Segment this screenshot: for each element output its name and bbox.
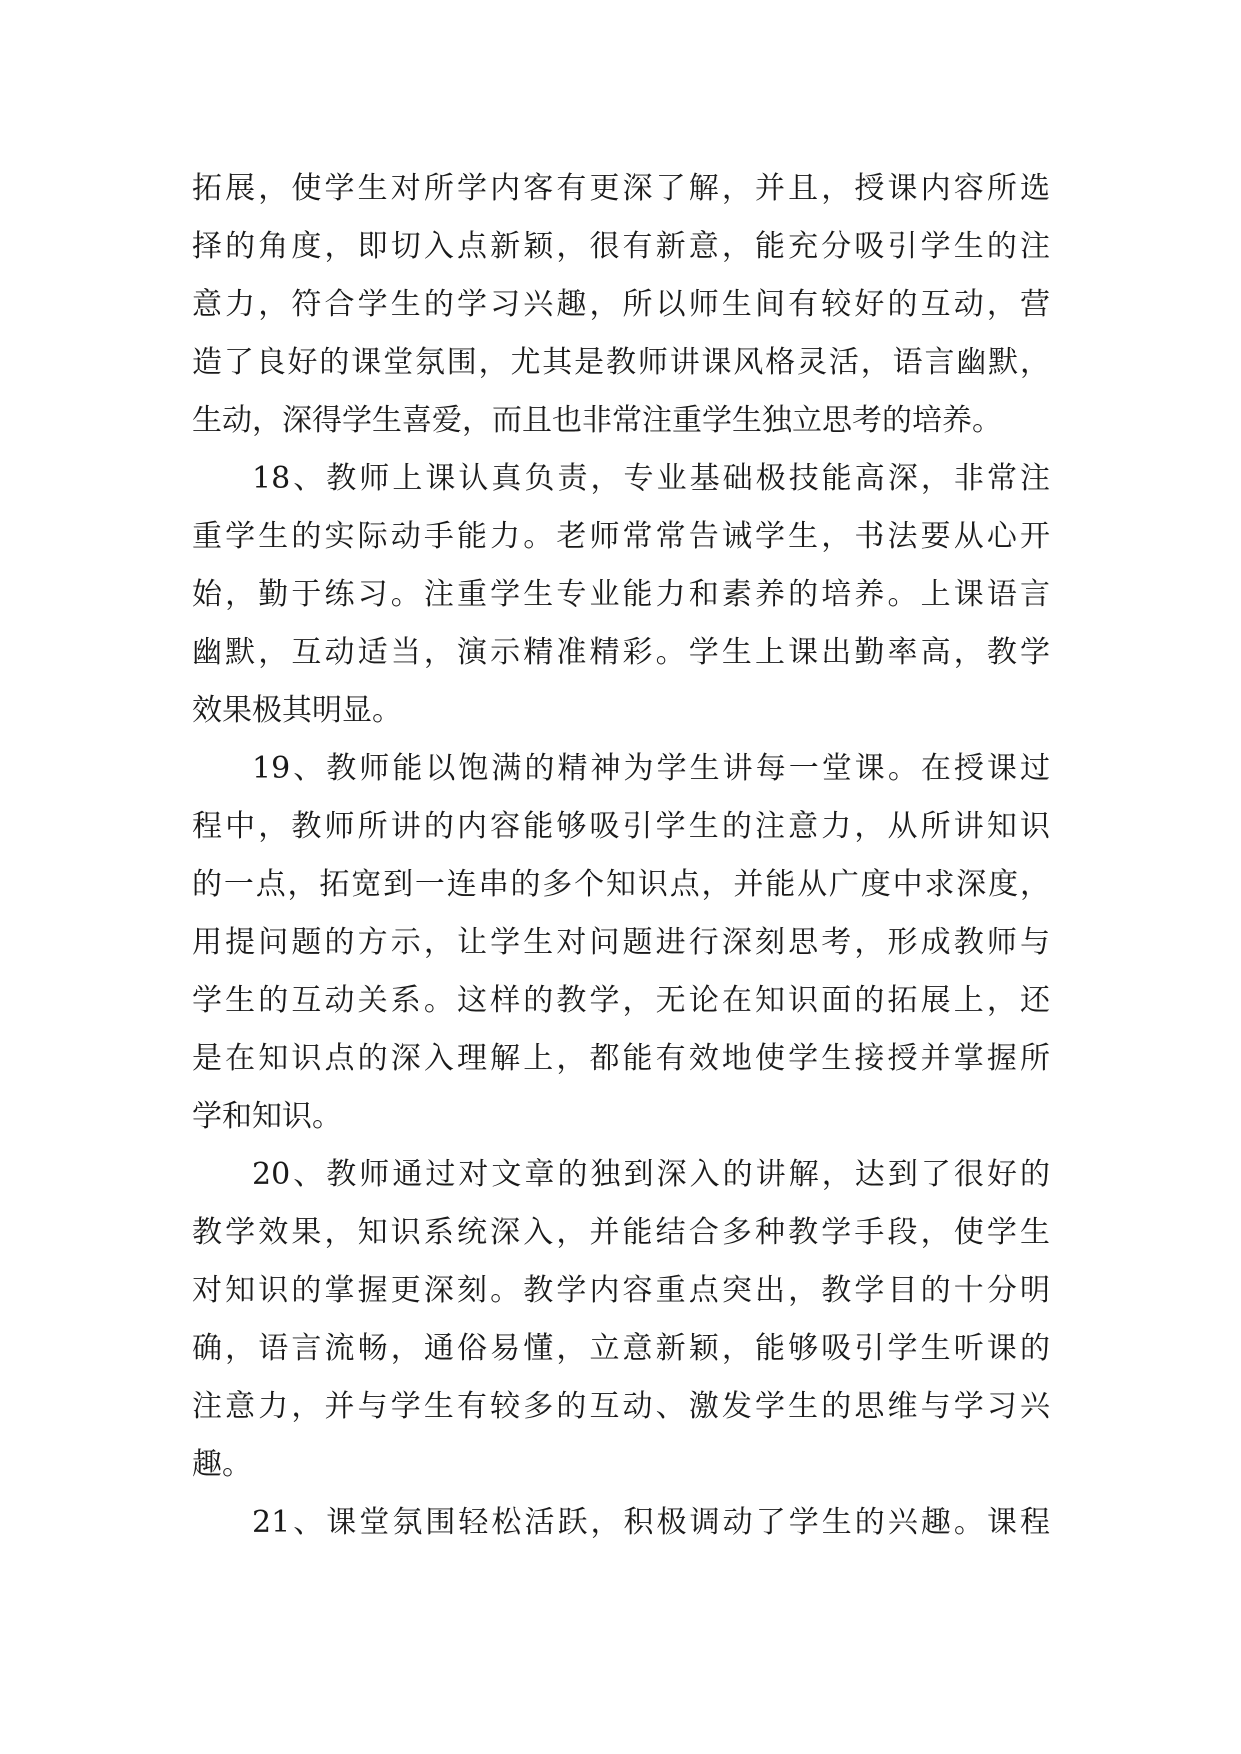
text-line: 效果极其明显。 [192,693,402,728]
text-line: 趣。 [192,1447,252,1482]
text-line: 注意力，并与学生有较多的互动、激发学生的思维与学习兴 [192,1389,1050,1424]
text-line: 19、教师能以饱满的精神为学生讲每一堂课。在授课过 [252,751,1050,786]
text-line: 造了良好的课堂氛围，尤其是教师讲课风格灵活，语言幽默， [192,345,1050,380]
paragraph-18 [192,450,1050,740]
text-line: 20、教师通过对文章的独到深入的讲解，达到了很好的 [252,1157,1050,1192]
text-line: 始，勤于练习。注重学生专业能力和素养的培养。上课语言 [192,577,1050,612]
text-line: 幽默，互动适当，演示精准精彩。学生上课出勤率高，教学 [192,635,1050,670]
text-line: 确，语言流畅，通俗易懂，立意新颖，能够吸引学生听课的 [192,1331,1050,1366]
paragraph-19 [192,740,1050,1146]
paragraph-21 [192,1494,1050,1552]
paragraph-20 [192,1146,1050,1494]
text-line: 重学生的实际动手能力。老师常常告诫学生，书法要从心开 [192,519,1050,554]
text-line: 用提问题的方示，让学生对问题进行深刻思考，形成教师与 [192,925,1050,960]
body-text [192,160,1050,1552]
text-line: 的一点，拓宽到一连串的多个知识点，并能从广度中求深度， [192,867,1050,902]
text-line: 生动，深得学生喜爱，而且也非常注重学生独立思考的培养。 [192,403,1002,438]
text-line: 教学效果，知识系统深入，并能结合多种教学手段，使学生 [192,1215,1050,1250]
text-line: 择的角度，即切入点新颖，很有新意，能充分吸引学生的注 [192,229,1050,264]
text-line: 学和知识。 [192,1099,342,1134]
text-line: 程中，教师所讲的内容能够吸引学生的注意力，从所讲知识 [192,809,1050,844]
text-line: 拓展，使学生对所学内客有更深了解，并且，授课内容所选 [192,171,1050,206]
text-line: 意力，符合学生的学习兴趣，所以师生间有较好的互动，营 [192,287,1050,322]
paragraph-continuation [192,160,1050,450]
text-line: 21、课堂氛围轻松活跃，积极调动了学生的兴趣。课程 [252,1505,1050,1540]
text-line: 18、教师上课认真负责，专业基础极技能高深，非常注 [252,461,1050,496]
text-line: 是在知识点的深入理解上，都能有效地使学生接授并掌握所 [192,1041,1050,1076]
text-line: 对知识的掌握更深刻。教学内容重点突出，教学目的十分明 [192,1273,1050,1308]
text-line: 学生的互动关系。这样的教学，无论在知识面的拓展上，还 [192,983,1050,1018]
